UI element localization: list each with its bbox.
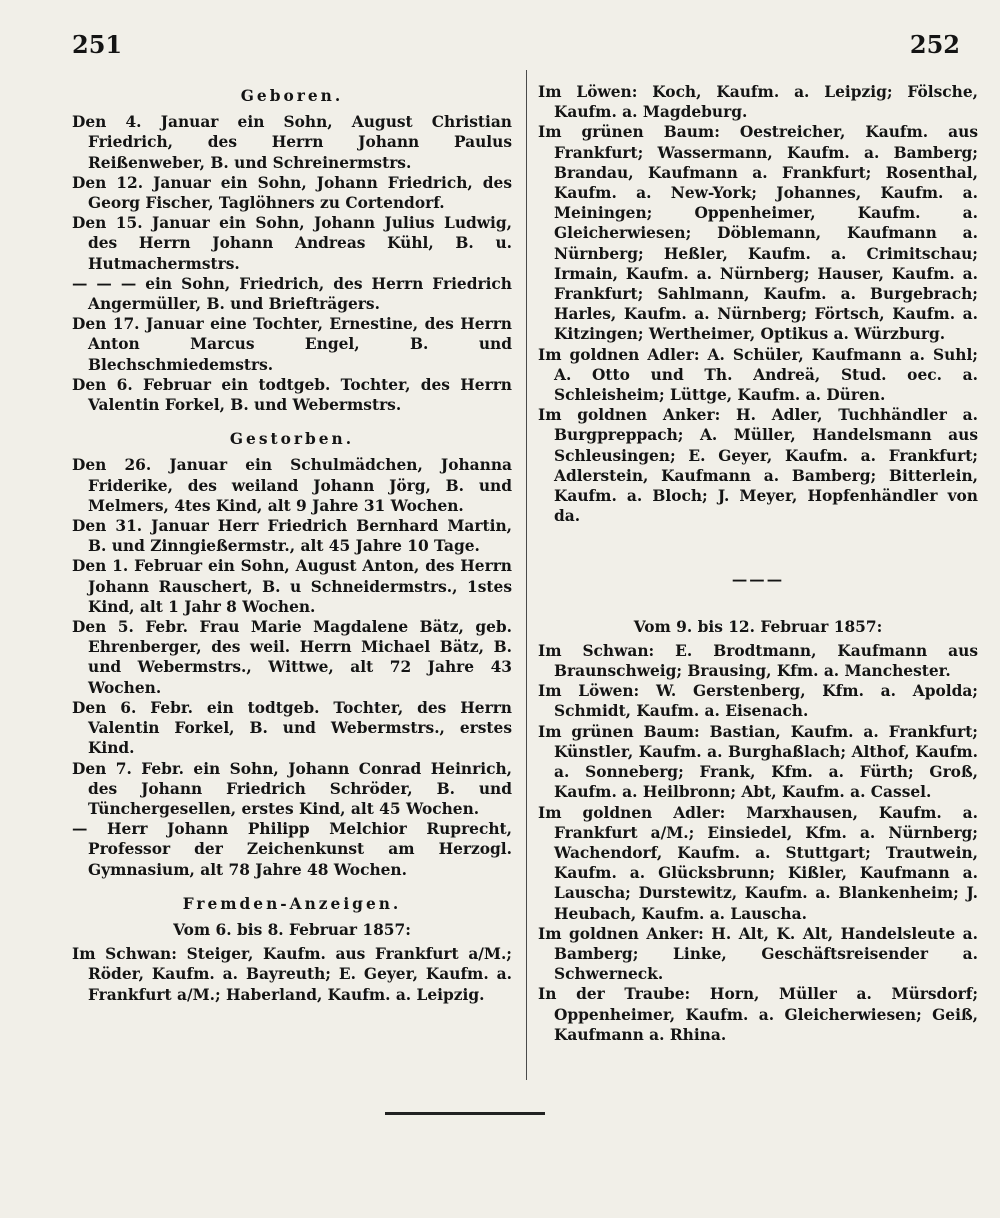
visitor-entry: Im Schwan: E. Brodtmann, Kaufmann aus Braunschweig; Brausing, Kfm. a. Manchester. — [538, 641, 978, 681]
visitors-heading: Fremden-Anzeigen. — [182, 894, 402, 913]
left-column — [72, 82, 512, 1005]
birth-entry: — — — ein Sohn, Friedrich, des Herrn Friedrich Angermüller, B. und Briefträgers. — [72, 274, 512, 314]
section-separator: ——— — [731, 571, 785, 590]
births-heading: Geboren. — [240, 87, 344, 105]
visitor-entry: Im goldnen Adler: Marxhausen, Kaufm. a. Frankfurt a/M.; Einsiedel, Kfm. a. Nürnberg; Wachendorf, Kaufm. a. Stuttgart; Trautwein, Kaufm. a. Glücksbrunn; Kißler, Kaufmann a. Lauscha; Durstewitz, Kaufm. a. Blankenheim; J. Heubach, Kaufm. a. Lauscha. — [538, 803, 978, 923]
death-entry: Den 31. Januar Herr Friedrich Bernhard Martin, B. und Zinngießermstr., alt 45 Jahre 10 Tage. — [72, 517, 512, 556]
birth-entry: Den 12. Januar ein Sohn, Johann Friedrich, des Georg Fischer, Taglöhners zu Cortendorf. — [72, 173, 512, 213]
visitor-entry: Im grünen Baum: Bastian, Kaufm. a. Frankfurt; Künstler, Kaufm. a. Burghaßlach; Althof, Kaufm. a. Sonneberg; Frank, Kfm. a. Fürth; Groß, Kaufm. a. Heilbronn; Abt, Kaufm. a. Cassel. — [538, 722, 978, 802]
birth-entry: Den 4. Januar ein Sohn, August Christian Friedrich, des Herrn Johann Paulus Reißenweber, B. und Schreinermstrs. — [72, 113, 512, 172]
visitor-entry: Im goldnen Adler: A. Schüler, Kaufmann a. Suhl; A. Otto und Th. Andreä, Stud. oec. a. Schleisheim; Lüttge, Kaufm. a. Düren. — [538, 345, 978, 405]
right-column — [538, 82, 978, 1045]
death-entry: — Herr Johann Philipp Melchior Ruprecht, Professor der Zeichenkunst am Herzogl. Gymnasium, alt 78 Jahre 48 Wochen. — [72, 820, 512, 879]
death-entry: Den 6. Febr. ein todtgeb. Tochter, des Herrn Valentin Forkel, B. und Webermstrs., erstes Kind. — [72, 698, 512, 758]
visitor-entry: Im Löwen: Koch, Kaufm. a. Leipzig; Fölsche, Kaufm. a. Magdeburg. — [538, 83, 978, 122]
death-entry: Den 7. Febr. ein Sohn, Johann Conrad Heinrich, des Johann Friedrich Schröder, B. und Tünchergesellen, erstes Kind, alt 45 Wochen. — [72, 759, 512, 818]
death-entry: Den 5. Febr. Frau Marie Magdalene Bätz, geb. Ehrenberger, des weil. Herrn Michael Bätz, B. und Webermstrs., Wittwe, alt 72 Jahre 43 Wochen. — [72, 618, 512, 697]
visitor-entry: Im goldnen Anker: H. Alt, K. Alt, Handelsleute a. Bamberg; Linke, Geschäftsreisender a. Schwerneck. — [538, 924, 978, 984]
visitor-entry: Im goldnen Anker: H. Adler, Tuchhändler a. Burgpreppach; A. Müller, Handelsmann aus Schleusingen; E. Geyer, Kaufm. a. Frankfurt; Adlerstein, Kaufmann a. Bamberg; Bitterlein, Kaufm. a. Bloch; J. Meyer, Hopfenhändler von da. — [538, 406, 978, 526]
birth-entry: Den 17. Januar eine Tochter, Ernestine, des Herrn Anton Marcus Engel, B. und Blechschmiedemstrs. — [72, 315, 512, 374]
column-divider — [526, 70, 527, 1080]
visitor-entry: Im grünen Baum: Oestreicher, Kaufm. aus Frankfurt; Wassermann, Kaufm. a. Bamberg; Brandau, Kaufmann a. Frankfurt; Rosenthal, Kaufm. a. New-York; Johannes, Kaufm. a. Meiningen; Oppenheimer, Kaufm. a. Gleicherwiesen; Döblemann, Kaufmann a. Nürnberg; Heßler, Kaufm. a. Crimitschau; Irmain, Kaufm. a. Nürnberg; Hauser, Kaufm. a. Frankfurt; Sahlmann, Kaufm. a. Burgebrach; Harles, Kaufm. a. Nürnberg; Förtsch, Kaufm. a. Kitzingen; Wertheimer, Optikus a. Würzburg. — [538, 123, 978, 344]
visitors-date-range: Vom 6. bis 8. Februar 1857: — [173, 920, 411, 939]
birth-entry: Den 6. Februar ein todtgeb. Tochter, des Herrn Valentin Forkel, B. und Webermstrs. — [72, 375, 512, 415]
visitor-entry: Im Löwen: W. Gerstenberg, Kfm. a. Apolda; Schmidt, Kaufm. a. Eisenach. — [538, 682, 978, 721]
visitor-entry: Im Schwan: Steiger, Kaufm. aus Frankfurt a/M.; Röder, Kaufm. a. Bayreuth; E. Geyer, Kaufm. a. Frankfurt a/M.; Haberland, Kaufm. a. Leipzig. — [72, 945, 512, 1004]
page-number-right: 252 — [909, 30, 960, 59]
birth-entry: Den 15. Januar ein Sohn, Johann Julius Ludwig, des Herrn Johann Andreas Kühl, B. u. Hutmachermstrs. — [72, 214, 512, 273]
visitor-entry: In der Traube: Horn, Müller a. Mürsdorf; Oppenheimer, Kaufm. a. Gleicherwiesen; Geiß, Kaufmann a. Rhina. — [538, 985, 978, 1044]
death-entry: Den 1. Februar ein Sohn, August Anton, des Herrn Johann Rauschert, B. u Schneidermstrs., 1stes Kind, alt 1 Jahr 8 Wochen. — [72, 557, 512, 616]
bottom-rule — [385, 1112, 545, 1115]
visitors-date-range-2: Vom 9. bis 12. Februar 1857: — [633, 617, 883, 636]
page-number-left: 251 — [72, 30, 123, 59]
deaths-heading: Gestorben. — [229, 430, 355, 449]
death-entry: Den 26. Januar ein Schulmädchen, Johanna Friderike, des weiland Johann Jörg, B. und Melmers, 4tes Kind, alt 9 Jahre 31 Wochen. — [72, 456, 512, 515]
